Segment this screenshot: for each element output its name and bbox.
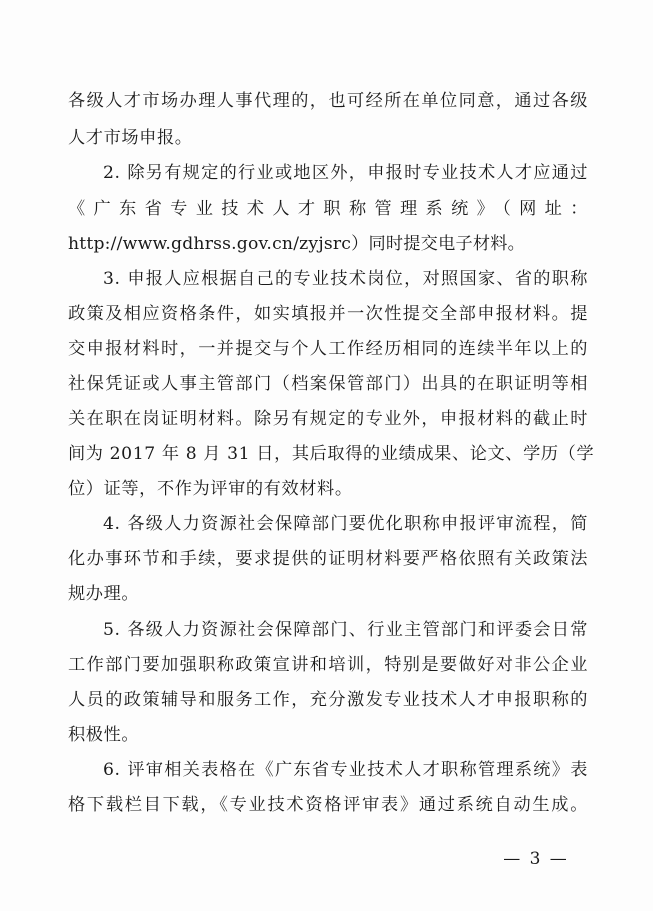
text-line: 化办事环节和手续，要求提供的证明材料要严格依照有关政策法	[68, 549, 588, 569]
text-line: 人才市场申报。	[68, 128, 193, 148]
text-line: 3. 申报人应根据自己的专业技术岗位，对照国家、省的职称	[103, 269, 588, 289]
text-line: 规办理。	[68, 584, 140, 604]
text-line: 格下载栏目下载，《专业技术资格评审表》通过系统自动生成。	[68, 795, 588, 815]
text-line: 社保凭证或人事主管部门（档案保管部门）出具的在职证明等相	[68, 374, 588, 394]
text-line: 交申报材料时，一并提交与个人工作经历相同的连续半年以上的	[68, 339, 588, 359]
text-line: 6. 评审相关表格在《广东省专业技术人才职称管理系统》表	[103, 760, 588, 780]
text-line: 《广东省专业技术人才职称管理系统》（网址：	[68, 199, 588, 219]
text-line: 政策及相应资格条件，如实填报并一次性提交全部申报材料。提	[68, 304, 588, 324]
text-line: 积极性。	[68, 725, 140, 745]
text-line: 位）证等，不作为评审的有效材料。	[68, 479, 353, 499]
text-line: 5. 各级人力资源社会保障部门、行业主管部门和评委会日常	[103, 620, 588, 640]
text-line: 间为 2017 年 8 月 31 日，其后取得的业绩成果、论文、学历（学	[68, 444, 595, 464]
text-line: 人员的政策辅导和服务工作，充分激发专业技术人才申报职称的	[68, 690, 588, 710]
text-line: http://www.gdhrss.gov.cn/zyjsrc）同时提交电子材料。	[68, 234, 526, 254]
text-line: 关在职在岗证明材料。除另有规定的专业外，申报材料的截止时	[68, 409, 588, 429]
text-line: 4. 各级人力资源社会保障部门要优化职称申报评审流程，简	[103, 514, 588, 534]
page-number: — 3 —	[503, 849, 569, 869]
text-line: 工作部门要加强职称政策宣讲和培训，特别是要做好对非公企业	[68, 655, 588, 675]
text-line: 各级人才市场办理人事代理的，也可经所在单位同意，通过各级	[68, 91, 588, 111]
text-line: 2. 除另有规定的行业或地区外，申报时专业技术人才应通过	[103, 163, 588, 183]
